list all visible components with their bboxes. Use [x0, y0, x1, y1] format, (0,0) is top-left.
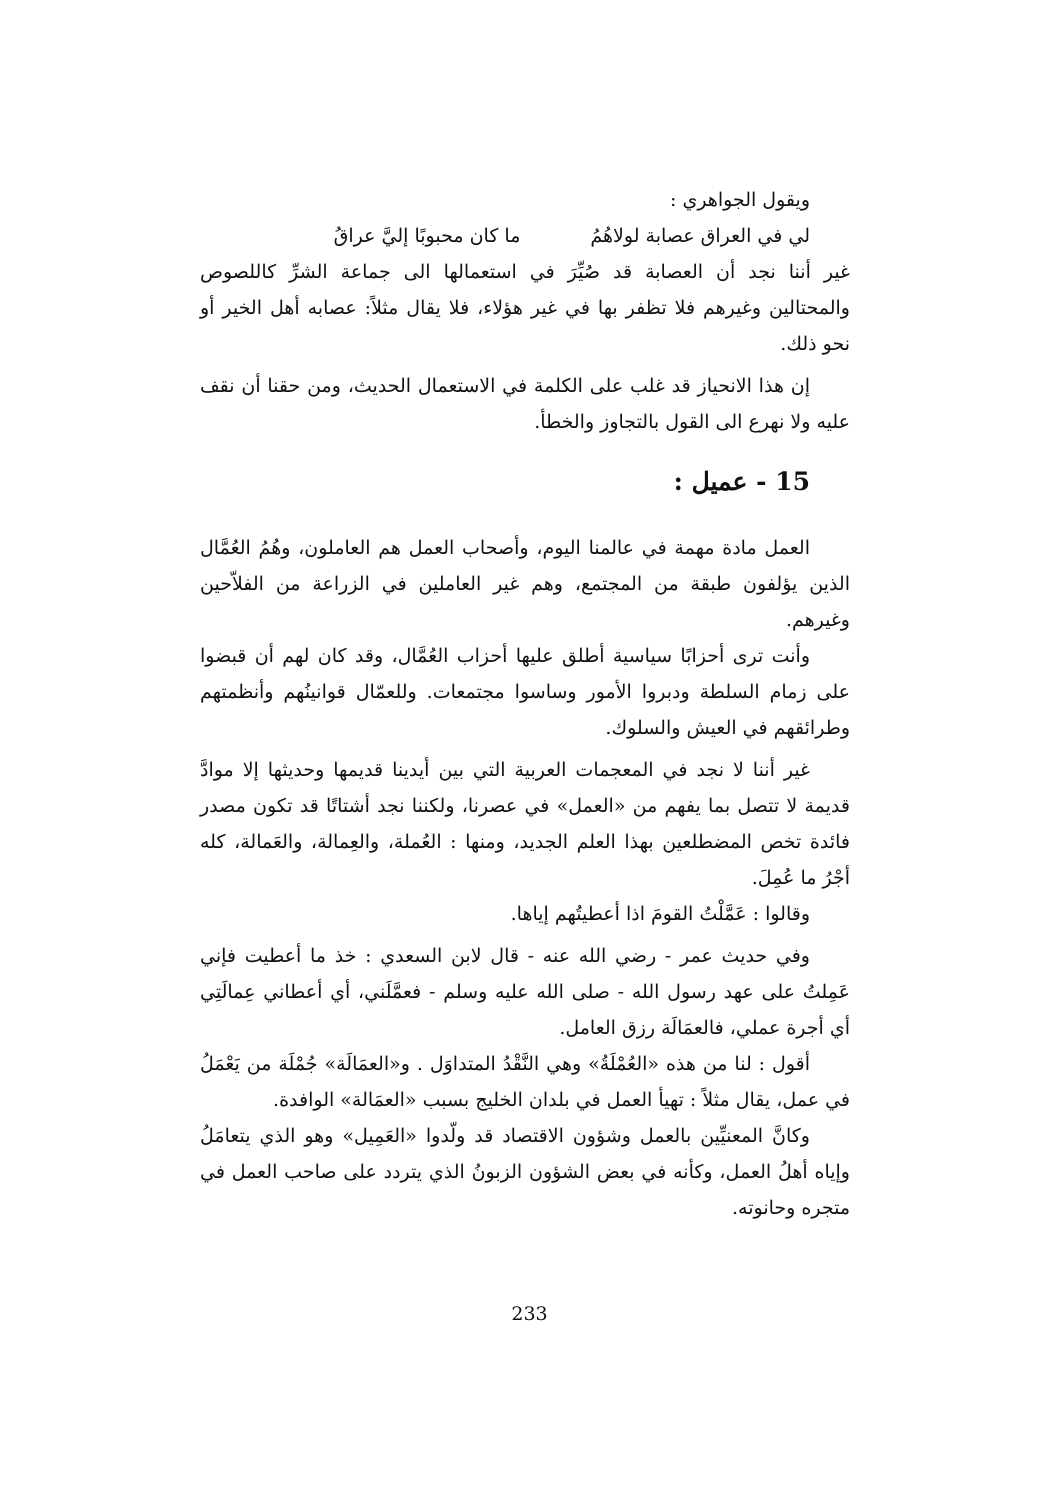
- verse-second-hemistich: ما كان محبوبًا إليَّ عراقُ: [333, 225, 521, 247]
- paragraph-gang-usage: غير أننا نجد أن العصابة قد صُيِّرَ في استعمالها الى جماعة الشرِّ كاللصوص والمحتالين وغيرهم فلا تظفر بها في غير هؤلاء، فلا يقال مثلاً: عصابه أهل الخير أو نحو ذلك.: [200, 261, 850, 355]
- paragraph-aqul: أقول : لنا من هذه «العُمْلَةُ» وهي النَّقْدُ المتداوَل . و«العمَالَة» جُمْلَة من يَعْمَلُ في عمل، يقال مثلاً : تهيأ العمل في بلدان الخليج بسبب «العمَالة» الوافدة.: [200, 1053, 850, 1111]
- paragraph-bias: إن هذا الانحياز قد غلب على الكلمة في الاستعمال الحديث، ومن حقنا أن نقف عليه ولا نهرع الى القول بالتجاوز والخطأ.: [200, 375, 850, 433]
- page-body: [200, 182, 850, 1226]
- paragraph-qalu: وقالوا : عَمَّلْتُ القومَ اذا أعطيتُهم إياها.: [510, 903, 810, 925]
- paragraph-dictionaries: غير أننا لا نجد في المعجمات العربية التي بين أيدينا قديمها وحديثها إلا موادَّ قديمة لا تتصل بما يفهم من «العمل» في عصرنا، ولكننا نجد أشتاتًا قد تكون مصدر فائدة تخص المضطلعين بهذا العلم الجديد، ومنها : العُملة، والعِمالة، والعَمالة، كله أجْرُ ما عُمِلَ.: [200, 759, 850, 889]
- paragraph-work-intro: العمل مادة مهمة في عالمنا اليوم، وأصحاب العمل هم العاملون، وهُمُ العُمَّال الذين يؤلفون طبقة من المجتمع، وهم غير العاملين في الزراعة من الفلاّحين وغيرهم.: [200, 537, 850, 631]
- verse-first-hemistich: لي في العراق عصابة لولاهُمُ: [590, 225, 810, 247]
- page-number: 233: [511, 1303, 548, 1325]
- verse-intro-line: ويقول الجواهري :: [670, 189, 810, 211]
- section-heading: 15 - عميل :: [673, 467, 810, 496]
- poetry-verse: [200, 218, 850, 254]
- paragraph-client: وكانَّ المعنيِّين بالعمل وشؤون الاقتصاد قد ولّدوا «العَمِيل» وهو الذي يتعامَلُ وإياه أهلُ العمل، وكأنه في بعض الشؤون الزبونُ الذي يتردد على صاحب العمل في متجره وحانوته.: [200, 1125, 850, 1219]
- paragraph-labor-parties: وأنت ترى أحزابًا سياسية أطلق عليها أحزاب العُمَّال، وقد كان لهم أن قبضوا على زمام السلطة ودبروا الأمور وساسوا مجتمعات. وللعمّال قوانينُهم وأنظمتهم وطرائقهم في العيش والسلوك.: [200, 645, 850, 739]
- paragraph-hadith-omar: وفي حديث عمر - رضي الله عنه - قال لابن السعدي : خذ ما أعطيت فإني عَمِلتُ على عهد رسول الله - صلى الله عليه وسلم - فعمَّلَني، أي أعطاني عِمالَتِي أي أجرة عملي، فالعمَالَة رزق العامل.: [200, 945, 850, 1039]
